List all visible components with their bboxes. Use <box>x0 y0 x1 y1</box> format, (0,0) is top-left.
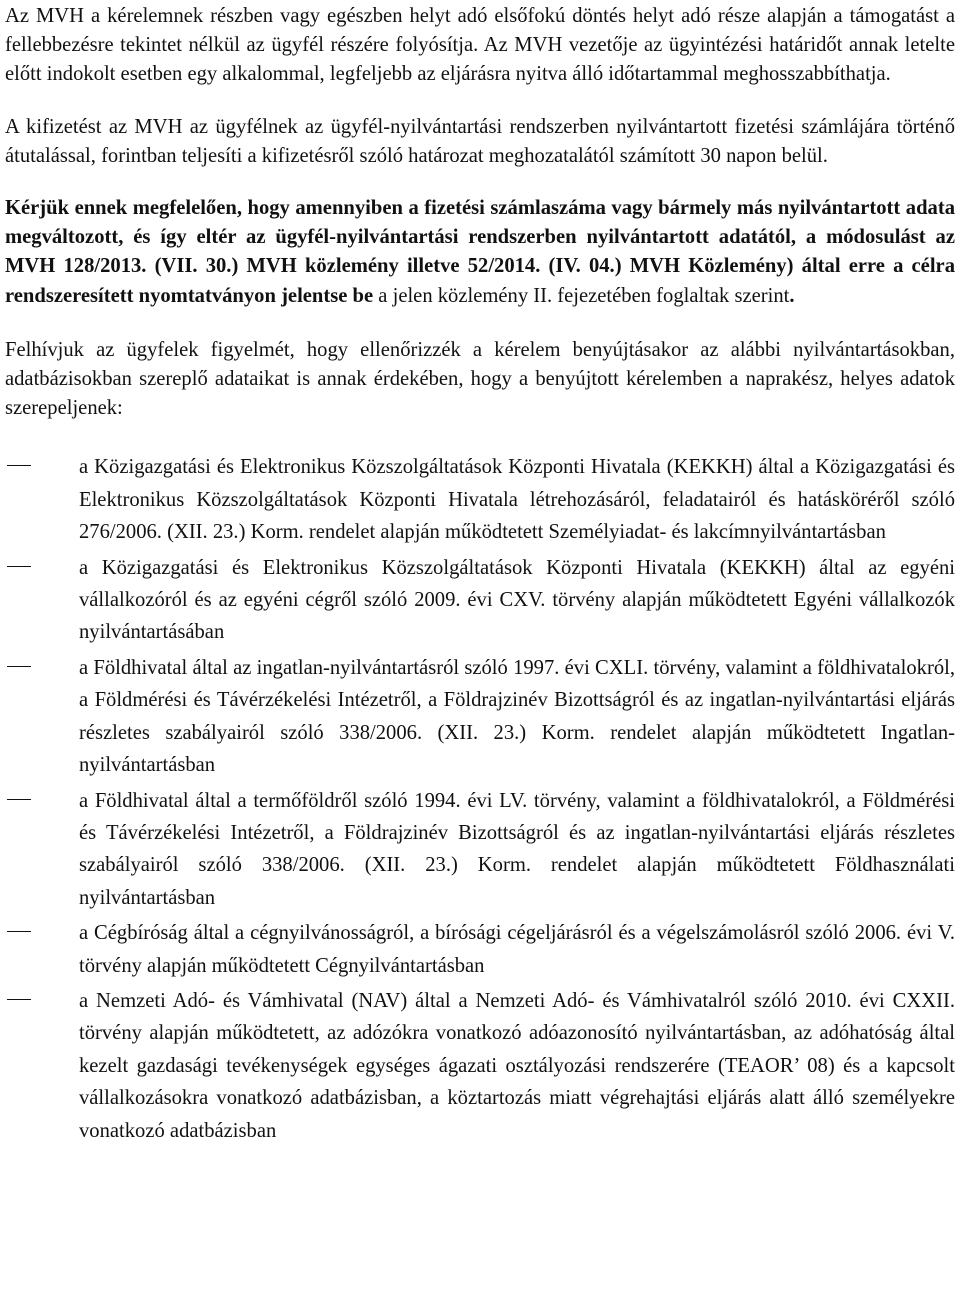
paragraph-payment-disbursement: Az MVH a kérelemnek részben vagy egészben helyt adó elsőfokú döntés helyt adó része alapján a támogatást a fellebbezésre tekintet nélkül az ügyfél részére folyósítja. Az MVH vezetője az ügyintézési határidőt annak letelte előtt indokolt esetben egy alkalommal, legfeljebb az eljárásra nyitva álló időtartammal meghosszabbíthatja. <box>5 5 955 86</box>
dash-bullet-icon <box>7 566 31 567</box>
data-change-request-normal-text: a jelen közlemény II. fejezetében foglaltak szerint <box>373 284 790 307</box>
list-item-text: a Földhivatal által az ingatlan-nyilvántartásról szóló 1997. évi CXLI. törvény, valamint a földhivatalokról, a Földmérési és Távérzékelési Intézetről, a Földrajzinév Bizottságról és az ingatlan-nyilvántartási eljárás részletes szabályairól szóló 338/2006. (XII. 23.) Korm. rendelet alapján működtetett Ingatlan-nyilvántartásban <box>79 656 955 777</box>
paragraph-registry-check-notice: Felhívjuk az ügyfelek figyelmét, hogy ellenőrizzék a kérelem benyújtásakor az alábbi nyilvántartásokban, adatbázisokban szereplő adataikat is annak érdekében, hogy a benyújtott kérelemben a naprakész, helyes adatok szerepeljenek: <box>5 338 955 420</box>
document-page <box>5 0 955 1147</box>
list-item-text: a Cégbíróság által a cégnyilvánosságról, a bírósági cégeljárásról és a végelszámolásról szóló 2006. évi V. törvény alapján működtetett Cégnyilvántartásban <box>79 922 955 977</box>
list-item <box>5 917 955 982</box>
list-item <box>5 451 955 548</box>
registry-list <box>5 451 955 1147</box>
list-item-text: a Közigazgatási és Elektronikus Közszolgáltatások Központi Hivatala (KEKKH) által az egyéni vállalkozóról és az egyéni cégről szóló 2009. évi CXV. törvény alapján működtetett Egyéni vállalkozók nyilvántartásában <box>79 556 955 644</box>
list-item <box>5 552 955 649</box>
dash-bullet-icon <box>7 666 31 667</box>
list-item-text: a Közigazgatási és Elektronikus Közszolgáltatások Központi Hivatala (KEKKH) által a Közigazgatási és Elektronikus Közszolgáltatások Központi Hivatala létrehozásáról, feladatairól és hatásköréről szóló 276/2006. (XII. 23.) Korm. rendelet alapján működtetett Személyiadat- és lakcímnyilvántartásban <box>79 456 955 544</box>
paragraph-payment-transfer: A kifizetést az MVH az ügyfélnek az ügyfél-nyilvántartási rendszerben nyilvántartott fizetési számlájára történő átutalással, forintban teljesíti a kifizetésről szóló határozat meghozatalától számított 30 napon belül. <box>5 115 955 167</box>
dash-bullet-icon <box>7 931 31 932</box>
paragraph-data-change-request <box>5 194 955 311</box>
list-item <box>5 985 955 1147</box>
data-change-request-period: . <box>789 284 795 307</box>
data-change-request-bold-text: Kérjük ennek megfelelően, hogy amennyiben a fizetési számlaszáma vagy bármely más nyilvántartott adata megváltozott, és így eltér az ügyfél-nyilvántartási rendszerben nyilvántartott adatától, a módosulást az MVH 128/2013. (VII. 30.) MVH közlemény illetve 52/2014. (IV. 04.) MVH Közlemény) által erre a célra rendszeresített nyomtatványon jelentse be <box>5 197 955 307</box>
list-item-text: a Nemzeti Adó- és Vámhivatal (NAV) által a Nemzeti Adó- és Vámhivatalról szóló 2010. évi CXXII. törvény alapján működtetett, az adózókra vonatkozó adóazonosító nyilvántartásban, az adóhatóság által kezelt gazdasági tevékenységek egységes ágazati osztályozási rendszerére (TEAOR’ 08) és a kapcsolt vállalkozásokra vonatkozó adatbázisban, a köztartozás miatt végrehajtási eljárás alatt álló személyekre vonatkozó adatbázisban <box>79 989 955 1142</box>
dash-bullet-icon <box>7 465 31 466</box>
list-item <box>5 652 955 782</box>
list-item <box>5 785 955 915</box>
dash-bullet-icon <box>7 999 31 1000</box>
list-item-text: a Földhivatal által a termőföldről szóló 1994. évi LV. törvény, valamint a földhivatalokról, a Földmérési és Távérzékelési Intézetről, a Földrajzinév Bizottságról és az ingatlan-nyilvántartási eljárás részletes szabályairól szóló 338/2006. (XII. 23.) Korm. rendelet alapján működtetett Földhasználati nyilvántartásban <box>79 789 955 909</box>
dash-bullet-icon <box>7 799 31 800</box>
